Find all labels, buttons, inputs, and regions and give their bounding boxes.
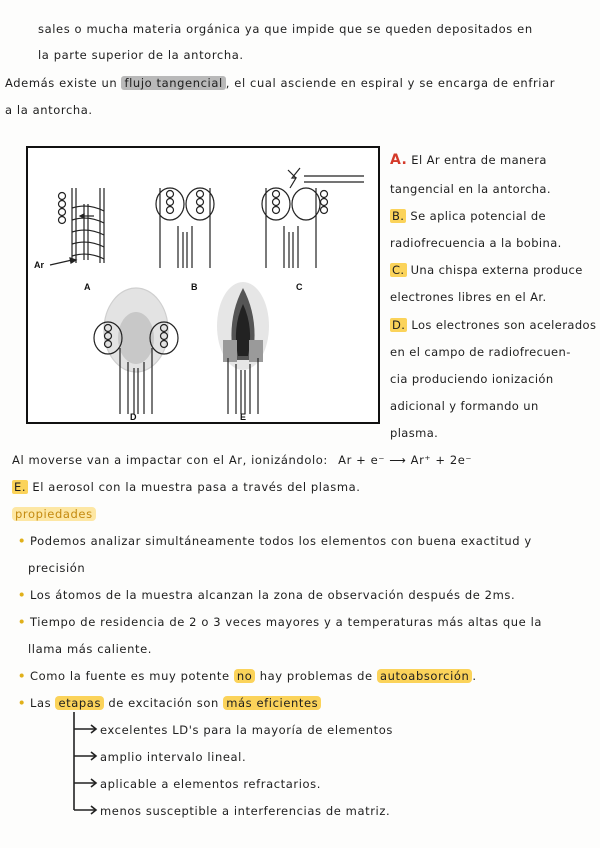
label-d: D xyxy=(130,412,137,422)
text-line: llama más caliente. xyxy=(28,642,153,656)
bullet-text: Tiempo de residencia de 2 o 3 veces mayores y a temperaturas más altas que la xyxy=(29,615,543,629)
bullet-text: . xyxy=(472,669,477,683)
property-bullet xyxy=(18,696,321,710)
bullet-icon: • xyxy=(18,615,26,629)
property-bullet xyxy=(18,588,515,602)
step-text: Se aplica potencial de xyxy=(410,209,547,223)
label-c: C xyxy=(296,282,303,292)
text-line: a la antorcha. xyxy=(5,103,93,117)
step-c xyxy=(390,263,583,277)
step-text-line: electrones libres en el Ar. xyxy=(390,290,547,304)
label-a: A xyxy=(84,282,91,292)
bullet-icon: • xyxy=(18,669,26,683)
ar-label: Ar xyxy=(34,260,45,270)
torch-a xyxy=(50,188,104,265)
sub-item: aplicable a elementos refractarios. xyxy=(100,777,321,791)
sub-item: excelentes LD's para la mayoría de elementos xyxy=(100,723,394,737)
highlight-mas-eficientes: más eficientes xyxy=(223,696,321,710)
properties-heading xyxy=(12,507,96,521)
torch-c xyxy=(262,168,364,268)
torch-d xyxy=(94,288,178,414)
bullet-text: Las xyxy=(29,696,52,710)
step-letter: D. xyxy=(392,318,406,332)
sub-item: menos susceptible a interferencias de matriz. xyxy=(100,804,391,818)
text-line: la parte superior de la antorcha. xyxy=(38,48,244,62)
bullet-icon: • xyxy=(18,588,26,602)
text-span: Además existe un xyxy=(5,76,118,90)
step-d xyxy=(390,318,596,332)
step-letter: A. xyxy=(390,152,408,168)
step-b xyxy=(390,209,546,223)
ionization-text: Al moverse van a impactar con el Ar, ionizándolo: xyxy=(12,453,328,467)
torch-b xyxy=(156,188,214,268)
step-text: Una chispa externa produce xyxy=(410,263,583,277)
text-span: , el cual asciende en espiral y se encarga de enfriar xyxy=(225,76,556,90)
bullet-text: de excitación son xyxy=(108,696,219,710)
bullet-text: hay problemas de xyxy=(259,669,373,683)
torch-diagram-svg xyxy=(28,148,378,422)
text-line: sales o mucha materia orgánica ya que impide que se queden depositados en xyxy=(38,22,533,36)
step-letter: E. xyxy=(14,480,27,494)
step-a xyxy=(390,152,547,168)
icp-torch-diagram xyxy=(26,146,380,424)
property-bullet xyxy=(18,669,477,683)
bullet-icon: • xyxy=(18,534,26,548)
highlight-no: no xyxy=(234,669,256,683)
step-text-line: radiofrecuencia a la bobina. xyxy=(390,236,562,250)
sub-item: amplio intervalo lineal. xyxy=(100,750,247,764)
flujo-tangencial-highlight: flujo tangencial xyxy=(121,76,225,90)
property-bullet xyxy=(18,615,542,629)
step-letter: B. xyxy=(392,209,405,223)
bullet-text: Los átomos de la muestra alcanzan la zona de observación después de 2ms. xyxy=(29,588,516,602)
bullet-text: Como la fuente es muy potente xyxy=(29,669,230,683)
property-bullet xyxy=(18,534,532,548)
step-text-line: adicional y formando un xyxy=(390,399,539,413)
step-text-line: cia produciendo ionización xyxy=(390,372,554,386)
step-letter: C. xyxy=(392,263,405,277)
torch-e xyxy=(217,282,269,414)
highlight-autoabsorcion: autoabsorción xyxy=(377,669,472,683)
label-e: E xyxy=(240,412,247,422)
properties-heading-text: propiedades xyxy=(12,507,96,521)
flujo-line xyxy=(5,76,555,90)
step-text: El Ar entra de manera xyxy=(411,153,547,167)
step-text: Los electrones son acelerados xyxy=(411,318,597,332)
text-line: precisión xyxy=(28,561,86,575)
step-text-line: plasma. xyxy=(390,426,439,440)
step-text: El aerosol con la muestra pasa a través del plasma. xyxy=(32,480,361,494)
step-text-line: tangencial en la antorcha. xyxy=(390,182,551,196)
highlight-etapas: etapas xyxy=(55,696,104,710)
step-text-line: en el campo de radiofrecuen- xyxy=(390,345,571,359)
bullet-icon: • xyxy=(18,696,26,710)
ionization-equation: Ar + e⁻ ⟶ Ar⁺ + 2e⁻ xyxy=(338,453,473,467)
step-e-line xyxy=(12,480,361,494)
bullet-text: Podemos analizar simultáneamente todos los elementos con buena exactitud y xyxy=(29,534,532,548)
tree-arrows xyxy=(70,712,102,816)
label-b: B xyxy=(191,282,198,292)
ionization-line xyxy=(12,453,472,467)
